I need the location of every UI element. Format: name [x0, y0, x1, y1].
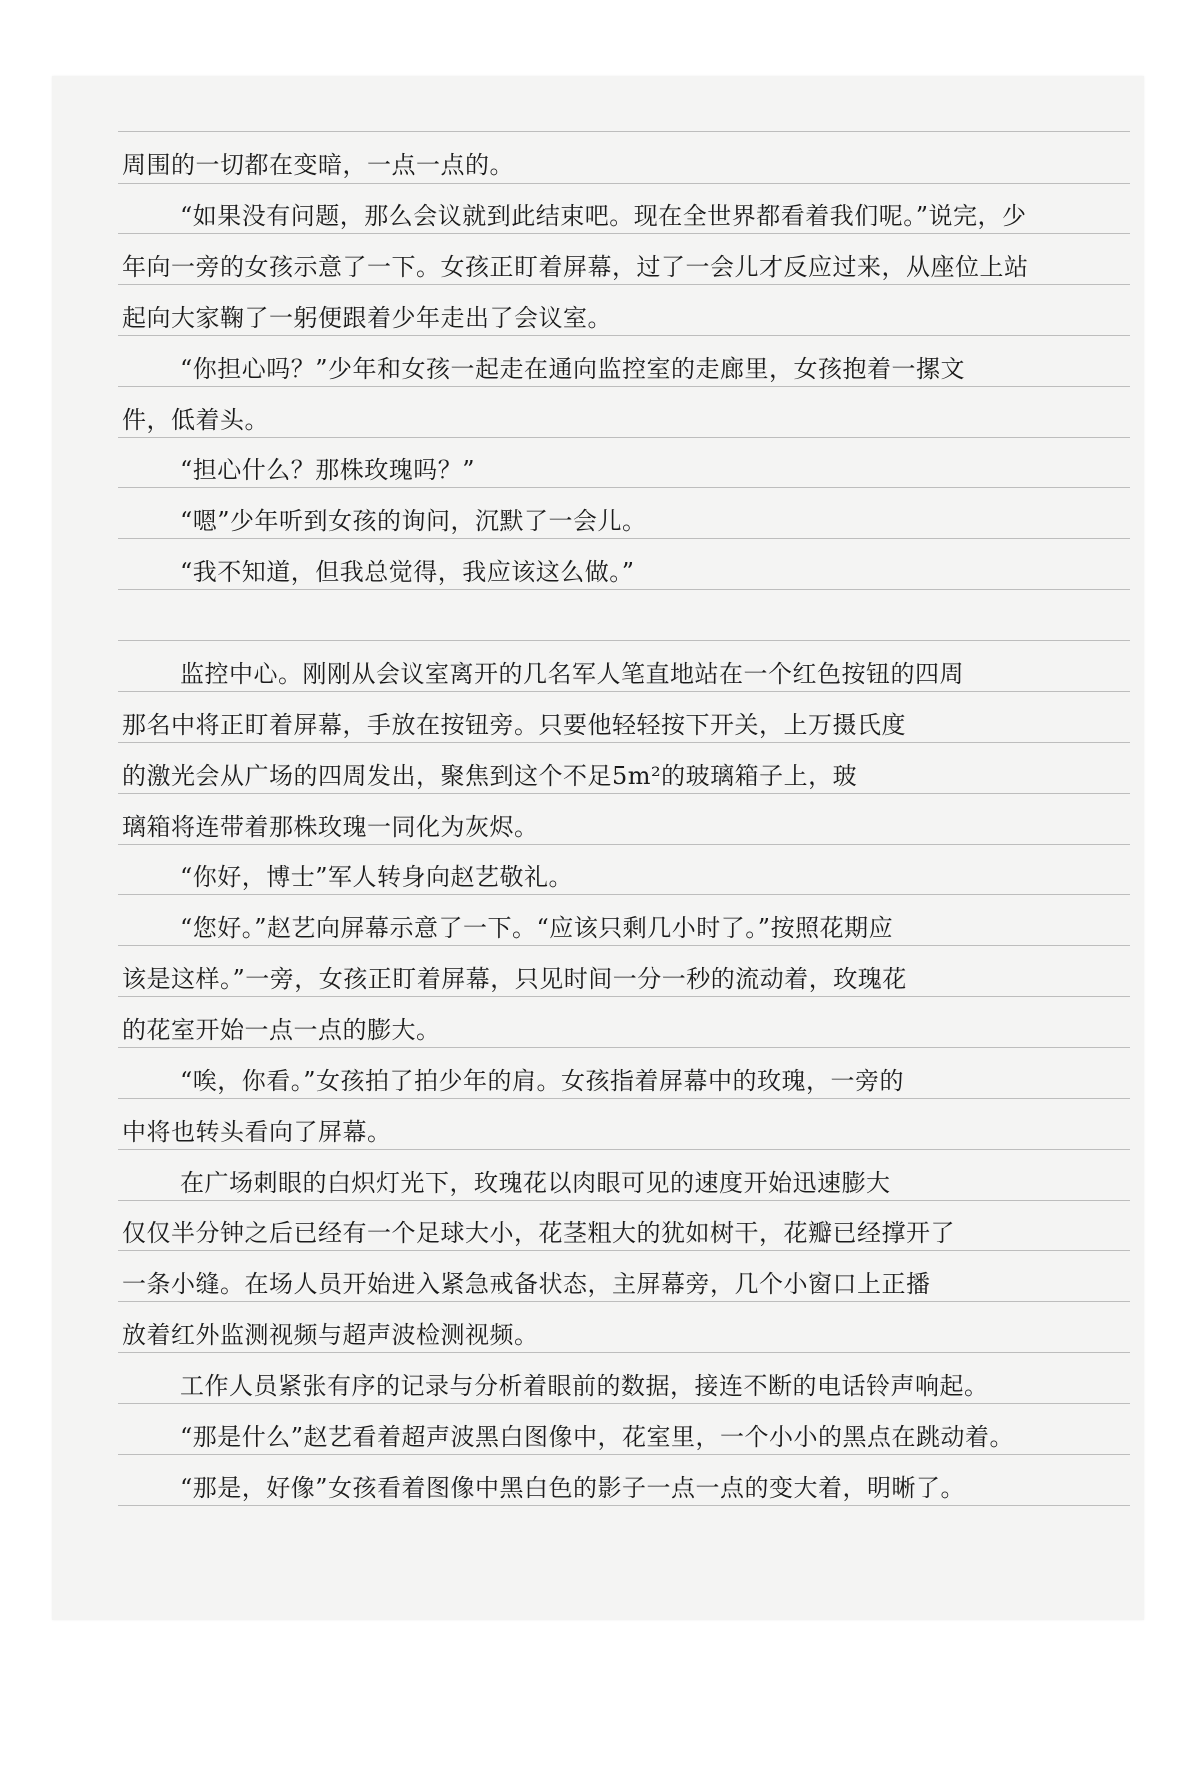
ruled-line	[118, 793, 1130, 794]
handwritten-line: “唉，你看。”女孩拍了拍少年的肩。女孩指着屏幕中的玫瑰，一旁的	[180, 1067, 905, 1095]
ruled-line	[118, 894, 1130, 895]
handwritten-line: “你好，博士”军人转身向赵艺敬礼。	[180, 863, 574, 891]
ruled-line	[118, 183, 1130, 184]
handwritten-line: 放着红外监测视频与超声波检测视频。	[122, 1321, 539, 1349]
handwritten-line: “你担心吗？”少年和女孩一起走在通向监控室的走廊里，女孩抱着一摞文	[180, 355, 966, 383]
handwritten-line: “嗯”少年听到女孩的询问，沉默了一会儿。	[180, 507, 647, 535]
handwritten-line: 的花室开始一点一点的膨大。	[122, 1016, 441, 1044]
ruled-line	[118, 844, 1130, 845]
ruled-line	[118, 487, 1130, 488]
ruled-line	[118, 640, 1130, 641]
ruled-line	[118, 1149, 1130, 1150]
ruled-line	[118, 335, 1130, 336]
handwritten-line: “我不知道，但我总觉得，我应该这么做。”	[180, 558, 635, 586]
ruled-line	[118, 1250, 1130, 1251]
notebook-page	[52, 76, 1144, 1620]
ruled-line	[118, 742, 1130, 743]
ruled-line	[118, 945, 1130, 946]
ruled-line	[118, 691, 1130, 692]
handwritten-line: “您好。”赵艺向屏幕示意了一下。“应该只剩几小时了。”按照花期应	[180, 914, 894, 942]
ruled-line	[118, 1454, 1130, 1455]
handwritten-line: 在广场刺眼的白炽灯光下，玫瑰花以肉眼可见的速度开始迅速膨大	[180, 1169, 891, 1197]
ruled-line	[118, 1352, 1130, 1353]
ruled-line	[118, 1047, 1130, 1048]
ruled-line	[118, 1505, 1130, 1506]
handwritten-line: 监控中心。刚刚从会议室离开的几名军人笔直地站在一个红色按钮的四周	[180, 660, 964, 688]
handwritten-line: “担心什么？那株玫瑰吗？”	[180, 456, 476, 484]
handwritten-line: 周围的一切都在变暗，一点一点的。	[122, 151, 514, 179]
ruled-line	[118, 233, 1130, 234]
handwritten-line: “如果没有问题，那么会议就到此结束吧。现在全世界都看着我们呢。”说完，少	[180, 202, 1027, 230]
ruled-line	[118, 131, 1130, 132]
ruled-line	[118, 1301, 1130, 1302]
ruled-line	[118, 538, 1130, 539]
ruled-line	[118, 589, 1130, 590]
ruled-line	[118, 1098, 1130, 1099]
handwritten-line: “那是什么”赵艺看着超声波黑白图像中，花室里，一个小小的黑点在跳动着。	[180, 1423, 1015, 1451]
handwritten-line: 的激光会从广场的四周发出，聚焦到这个不足5m²的玻璃箱子上，玻	[122, 762, 858, 790]
handwritten-line: 仅仅半分钟之后已经有一个足球大小，花茎粗大的犹如树干，花瓣已经撑开了	[122, 1219, 955, 1247]
handwritten-line: 璃箱将连带着那株玫瑰一同化为灰烬。	[122, 813, 539, 841]
handwritten-line: 一条小缝。在场人员开始进入紧急戒备状态，主屏幕旁，几个小窗口上正播	[122, 1270, 931, 1298]
handwritten-line: 年向一旁的女孩示意了一下。女孩正盯着屏幕，过了一会儿才反应过来，从座位上站	[122, 253, 1029, 281]
handwritten-line: 该是这样。”一旁，女孩正盯着屏幕，只见时间一分一秒的流动着，玫瑰花	[122, 965, 907, 993]
handwritten-line: 那名中将正盯着屏幕，手放在按钮旁。只要他轻轻按下开关，上万摄氏度	[122, 711, 906, 739]
ruled-line	[118, 1403, 1130, 1404]
handwritten-line: 工作人员紧张有序的记录与分析着眼前的数据，接连不断的电话铃声响起。	[180, 1372, 989, 1400]
handwritten-line: 中将也转头看向了屏幕。	[122, 1118, 392, 1146]
ruled-line	[118, 1200, 1130, 1201]
handwritten-line: 起向大家鞠了一躬便跟着少年走出了会议室。	[122, 304, 612, 332]
ruled-line	[118, 437, 1130, 438]
ruled-line	[118, 996, 1130, 997]
ruled-line	[118, 284, 1130, 285]
handwritten-line: 件，低着头。	[122, 406, 269, 434]
handwritten-line: “那是，好像”女孩看着图像中黑白色的影子一点一点的变大着，明晰了。	[180, 1474, 966, 1502]
ruled-line	[118, 386, 1130, 387]
